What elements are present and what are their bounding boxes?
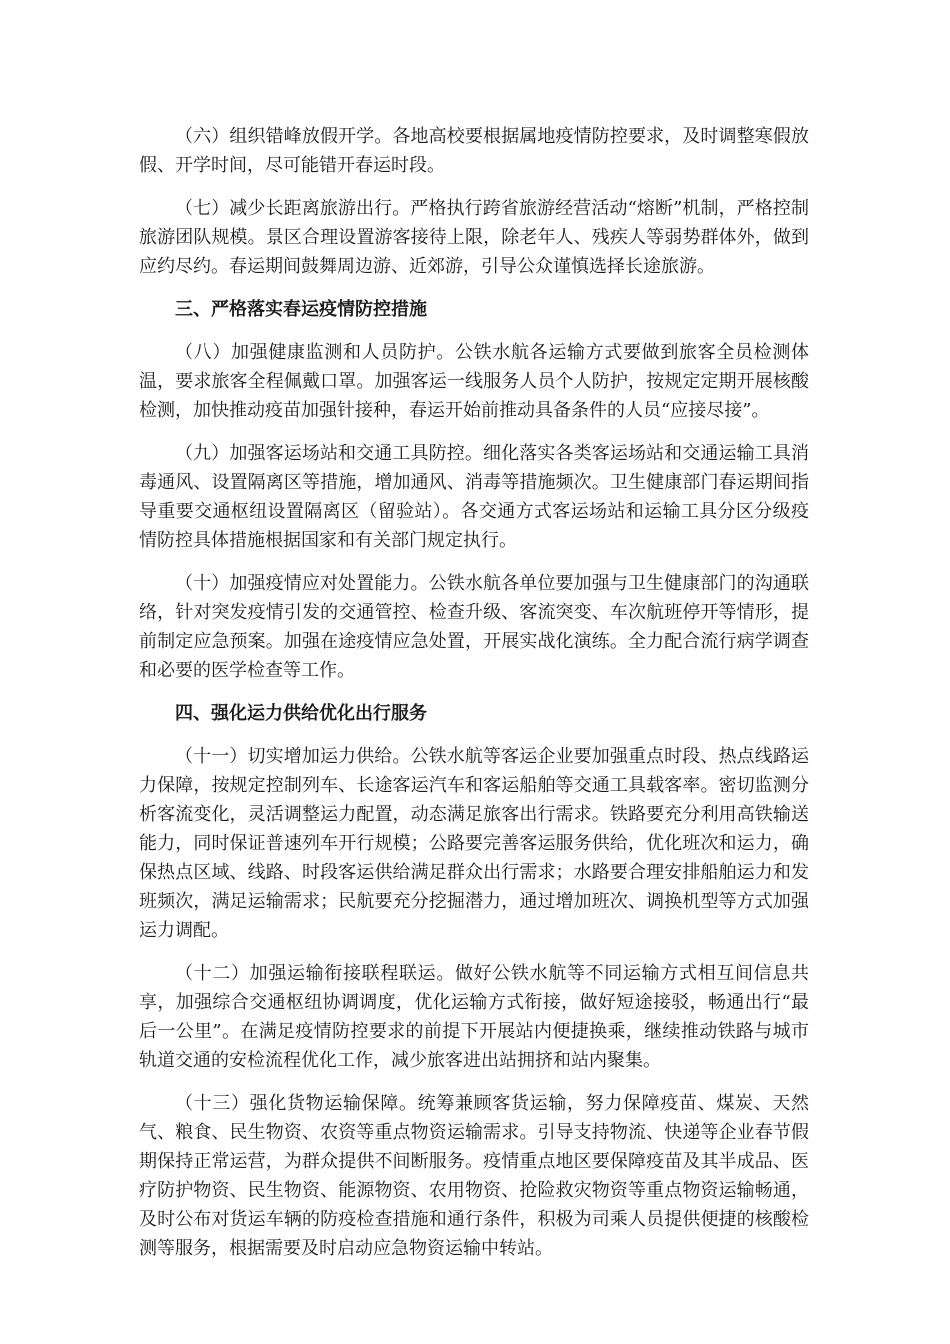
paragraph-12: （十二）加强运输衔接联程联运。做好公铁水航等不同运输方式相互间信息共享，加强综合交通枢纽协调调度，优化运输方式衔接，做好短途接驳，畅通出行“最后一公里”。在满足疫情防控要求的前提下开展站内便捷换乘，继续推动铁路与城市轨道交通的安检流程优化工作，减少旅客进出站拥挤和站内聚集。: [139, 963, 809, 1071]
paragraph-13: （十三）强化货物运输保障。统筹兼顾客货运输，努力保障疫苗、煤炭、天然气、粮食、民生物资、农资等重点物资运输需求。引导支持物流、快递等企业春节假期保持正常运营，为群众提供不间断服务。疫情重点地区要保障疫苗及其半成品、医疗防护物资、民生物资、能源物资、农用物资、抢险救灾物资等重点物资运输畅通，及时公布对货运车辆的防疫检查措施和通行条件，积极为司乘人员提供便捷的核酸检测等服务，根据需要及时启动应急物资运输中转站。: [139, 1093, 809, 1259]
paragraph-7: （七）减少长距离旅游出行。严格执行跨省旅游经营活动“熔断”机制，严格控制旅游团队规模。景区合理设置游客接待上限，除老年人、残疾人等弱势群体外，做到应约尽约。春运期间鼓舞周边游、近郊游，引导公众谨慎选择长途旅游。: [139, 198, 809, 277]
paragraph-10: （十）加强疫情应对处置能力。公铁水航各单位要加强与卫生健康部门的沟通联络，针对突发疫情引发的交通管控、检查升级、客流突变、车次航班停开等情形，提前制定应急预案。加强在途疫情应急处置，开展实战化演练。全力配合流行病学调查和必要的医学检查等工作。: [139, 573, 809, 681]
paragraph-9: （九）加强客运场站和交通工具防控。细化落实各类客运场站和交通运输工具消毒通风、设置隔离区等措施，增加通风、消毒等措施频次。卫生健康部门春运期间指导重要交通枢纽设置隔离区（留验站）。各交通方式客运场站和运输工具分区分级疫情防控具体措施根据国家和有关部门规定执行。: [139, 443, 809, 551]
section-heading-3: 三、严格落实春运疫情防控措施: [175, 299, 427, 320]
paragraph-8: （八）加强健康监测和人员防护。公铁水航各运输方式要做到旅客全员检测体温，要求旅客全程佩戴口罩。加强客运一线服务人员个人防护，按规定定期开展核酸检测，加快推动疫苗加强针接种，春运开始前推动具备条件的人员“应接尽接”。: [139, 342, 809, 421]
paragraph-6: （六）组织错峰放假开学。各地高校要根据属地疫情防控要求，及时调整寒假放假、开学时间，尽可能错开春运时段。: [139, 126, 809, 176]
section-heading-4: 四、强化运力供给优化出行服务: [175, 703, 427, 724]
paragraph-11: （十一）切实增加运力供给。公铁水航等客运企业要加强重点时段、热点线路运力保障，按规定控制列车、长途客运汽车和客运船舶等交通工具载客率。密切监测分析客流变化，灵活调整运力配置，动态满足旅客出行需求。铁路要充分利用高铁输送能力，同时保证普速列车开行规模；公路要完善客运服务供给，优化班次和运力，确保热点区域、线路、时段客运供给满足群众出行需求；水路要合理安排船舶运力和发班频次，满足运输需求；民航要充分挖掘潜力，通过增加班次、调换机型等方式加强运力调配。: [139, 746, 809, 941]
document-body: [139, 122, 809, 1277]
